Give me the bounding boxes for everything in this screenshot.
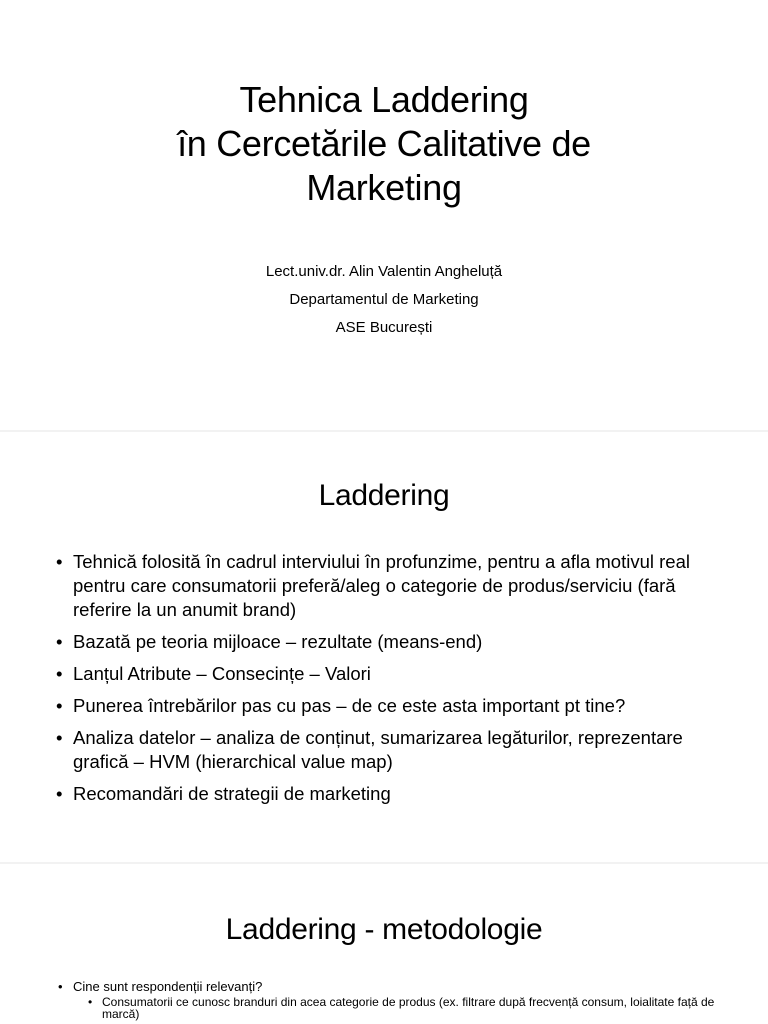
- bullet-text: Punerea întrebărilor pas cu pas – de ce este asta important pt tine?: [73, 695, 626, 716]
- slide-title: Laddering - metodologie: [225, 913, 543, 946]
- institution-name: ASE București: [335, 319, 433, 336]
- bullet-text: Cine sunt respondenții relevanți?: [73, 979, 263, 994]
- bullet-dot-icon: •: [88, 995, 93, 1009]
- bullet-text: Bazată pe teoria mijloace – rezultate (means-end): [73, 631, 483, 652]
- bullet-dot-icon: •: [56, 551, 63, 572]
- author-block: [0, 258, 768, 342]
- bullet-item: [56, 694, 736, 718]
- bullet-item: [56, 630, 736, 654]
- bullet-item: [58, 979, 738, 1020]
- bullet-list: [58, 979, 738, 1024]
- bullet-item: [56, 662, 736, 686]
- author-name: Lect.univ.dr. Alin Valentin Angheluță: [265, 263, 503, 280]
- title-line-1: Tehnica Laddering: [239, 79, 529, 120]
- bullet-dot-icon: •: [56, 727, 63, 748]
- bullet-dot-icon: •: [56, 631, 63, 652]
- bullet-list: [56, 550, 736, 814]
- bullet-item: [56, 550, 736, 622]
- laddering-slide: [0, 432, 768, 862]
- title-line-2: în Cercetările Calitative de: [177, 123, 591, 164]
- bullet-dot-icon: •: [58, 979, 63, 994]
- bullet-dot-icon: •: [56, 663, 63, 684]
- sub-bullet-item: [88, 996, 738, 1020]
- methodology-slide: [0, 864, 768, 1024]
- bullet-item: [56, 726, 736, 774]
- slide-title: Laddering: [318, 479, 450, 512]
- bullet-text: Analiza datelor – analiza de conținut, sumarizarea legăturilor, reprezentare grafică – HVM (hierarchical value map): [73, 727, 683, 772]
- bullet-text: Tehnică folosită în cadrul interviului în profunzime, pentru a afla motivul real pentru care consumatorii preferă/aleg o categorie de produs/serviciu (fară referire la un anumit brand): [73, 551, 690, 620]
- bullet-text: Recomandări de strategii de marketing: [73, 783, 391, 804]
- bullet-dot-icon: •: [56, 783, 63, 804]
- title-line-3: Marketing: [306, 167, 462, 208]
- sub-bullet-text: Consumatorii ce cunosc branduri din acea categorie de produs (ex. filtrare după frecvență consum, loialitate față de marcă): [102, 995, 715, 1021]
- sub-bullet-list: [73, 996, 738, 1020]
- bullet-text: Lanțul Atribute – Consecințe – Valori: [73, 663, 371, 684]
- bullet-item: [56, 782, 736, 806]
- bullet-dot-icon: •: [56, 695, 63, 716]
- presentation-title: [0, 78, 768, 210]
- title-slide: [0, 0, 768, 430]
- department-name: Departamentul de Marketing: [289, 291, 479, 308]
